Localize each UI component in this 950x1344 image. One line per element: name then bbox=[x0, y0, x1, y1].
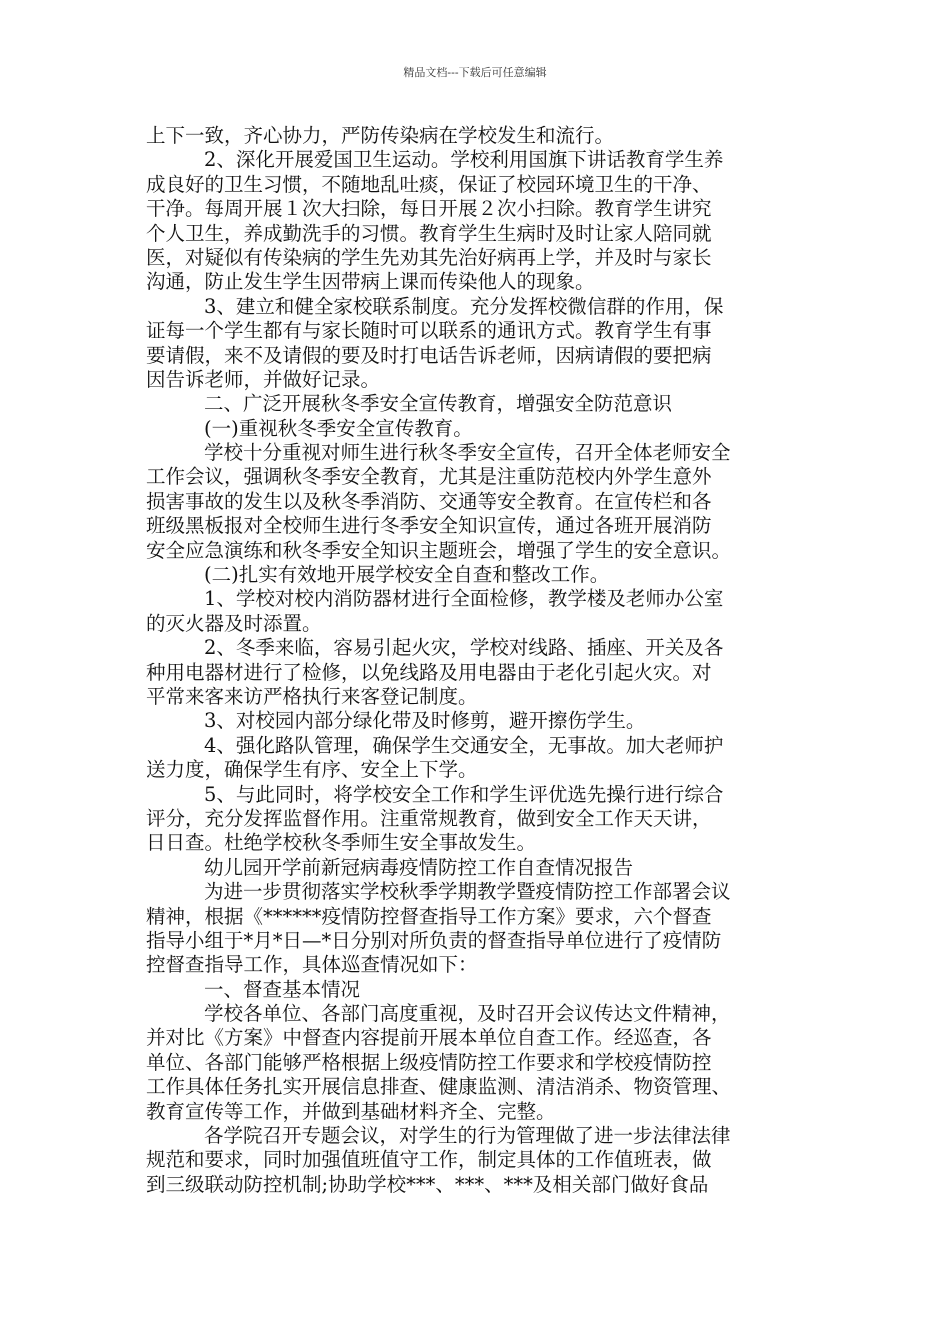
text-line: 工作具体任务扎实开展信息排查、健康监测、清洁消杀、物资管理、 bbox=[146, 1075, 732, 1099]
text-line: 平常来客来访严格执行来客登记制度。 bbox=[146, 684, 478, 708]
text-line: 各学院召开专题会议，对学生的行为管理做了进一步法律法律 bbox=[204, 1124, 731, 1148]
text-line: 证每一个学生都有与家长随时可以联系的通讯方式。教育学生有事 bbox=[146, 319, 712, 343]
text-line: 班级黑板报对全校师生进行冬季安全知识宣传，通过各班开展消防 bbox=[146, 514, 712, 538]
page-header: 精品文档---下载后可任意编辑 bbox=[403, 66, 547, 79]
text-line: 个人卫生，养成勤洗手的习惯。教育学生生病时及时让家人陪同就 bbox=[146, 221, 712, 245]
text-line: 上下一致，齐心协力，严防传染病在学校发生和流行。 bbox=[146, 124, 615, 147]
text-line: 种用电器材进行了检修，以免线路及用电器由于老化引起火灾。对 bbox=[146, 660, 712, 684]
text-line: 1、学校对校内消防器材进行全面检修，教学楼及老师办公室 bbox=[204, 587, 724, 611]
text-line: 干净。每周开展１次大扫除，每日开展２次小扫除。教育学生讲究 bbox=[146, 197, 712, 221]
text-line: 工作会议，强调秋冬季安全教育，尤其是注重防范校内外学生意外 bbox=[146, 465, 712, 489]
text-line: 要请假，来不及请假的要及时打电话告诉老师，因病请假的要把病 bbox=[146, 343, 712, 367]
text-line: 5、与此同时，将学校安全工作和学生评优选先操行进行综合 bbox=[204, 782, 724, 806]
text-line: 指导小组于*月*日—*日分别对所负责的督查指导单位进行了疫情防 bbox=[146, 928, 722, 952]
text-line: 学校各单位、各部门高度重视，及时召开会议传达文件精神， bbox=[204, 1002, 731, 1026]
text-line: 一、督查基本情况 bbox=[204, 977, 361, 1001]
text-line: (二)扎实有效地开展学校安全自查和整改工作。 bbox=[204, 563, 610, 587]
text-line: 的灭火器及时添置。 bbox=[146, 611, 322, 635]
text-line: 沟通，防止发生学生因带病上课而传染他人的现象。 bbox=[146, 270, 595, 294]
text-line: 控督查指导工作，具体巡查情况如下： bbox=[146, 953, 478, 977]
text-line: 并对比《方案》中督查内容提前开展本单位自查工作。经巡查，各 bbox=[146, 1026, 712, 1050]
document-body bbox=[146, 124, 808, 1197]
text-line: 安全应急演练和秋冬季安全知识主题班会，增强了学生的安全意识。 bbox=[146, 538, 732, 562]
text-line: 到三级联动防控机制;协助学校***、***、***及相关部门做好食品 bbox=[146, 1172, 709, 1196]
text-line: 3、对校园内部分绿化带及时修剪，避开擦伤学生。 bbox=[204, 709, 646, 733]
text-line: (一)重视秋冬季安全宣传教育。 bbox=[204, 416, 473, 440]
text-line: 评分，充分发挥监督作用。注重常规教育，做到安全工作天天讲， bbox=[146, 806, 712, 830]
text-line: 2、深化开展爱国卫生运动。学校利用国旗下讲话教育学生养 bbox=[204, 148, 724, 172]
text-line: 为进一步贯彻落实学校秋季学期教学暨疫情防控工作部署会议 bbox=[204, 880, 731, 904]
text-line: 单位、各部门能够严格根据上级疫情防控工作要求和学校疫情防控 bbox=[146, 1050, 712, 1074]
text-line: 损害事故的发生以及秋冬季消防、交通等安全教育。在宣传栏和各 bbox=[146, 489, 712, 513]
text-line: 日日查。杜绝学校秋冬季师生安全事故发生。 bbox=[146, 831, 537, 855]
text-line: 规范和要求，同时加强值班值守工作，制定具体的工作值班表，做 bbox=[146, 1148, 712, 1172]
text-line: 幼儿园开学前新冠病毒疫情防控工作自查情况报告 bbox=[204, 855, 634, 879]
text-line: 精神，根据《******疫情防控督查指导工作方案》要求，六个督查 bbox=[146, 904, 712, 928]
text-line: 2、冬季来临，容易引起火灾，学校对线路、插座、开关及各 bbox=[204, 636, 724, 660]
text-line: 成良好的卫生习惯，不随地乱吐痰，保证了校园环境卫生的干净、 bbox=[146, 172, 712, 196]
text-line: 3、建立和健全家校联系制度。充分发挥校微信群的作用，保 bbox=[204, 294, 724, 318]
text-line: 送力度，确保学生有序、安全上下学。 bbox=[146, 758, 478, 782]
text-line: 学校十分重视对师生进行秋冬季安全宣传，召开全体老师安全 bbox=[204, 441, 731, 465]
text-line: 4、强化路队管理，确保学生交通安全，无事故。加大老师护 bbox=[204, 733, 724, 757]
text-line: 教育宣传等工作，并做到基础材料齐全、完整。 bbox=[146, 1099, 556, 1123]
text-line: 因告诉老师，并做好记录。 bbox=[146, 367, 381, 391]
text-line: 医，对疑似有传染病的学生先劝其先治好病再上学，并及时与家长 bbox=[146, 245, 712, 269]
text-line: 二、广泛开展秋冬季安全宣传教育，增强安全防范意识 bbox=[204, 392, 673, 416]
